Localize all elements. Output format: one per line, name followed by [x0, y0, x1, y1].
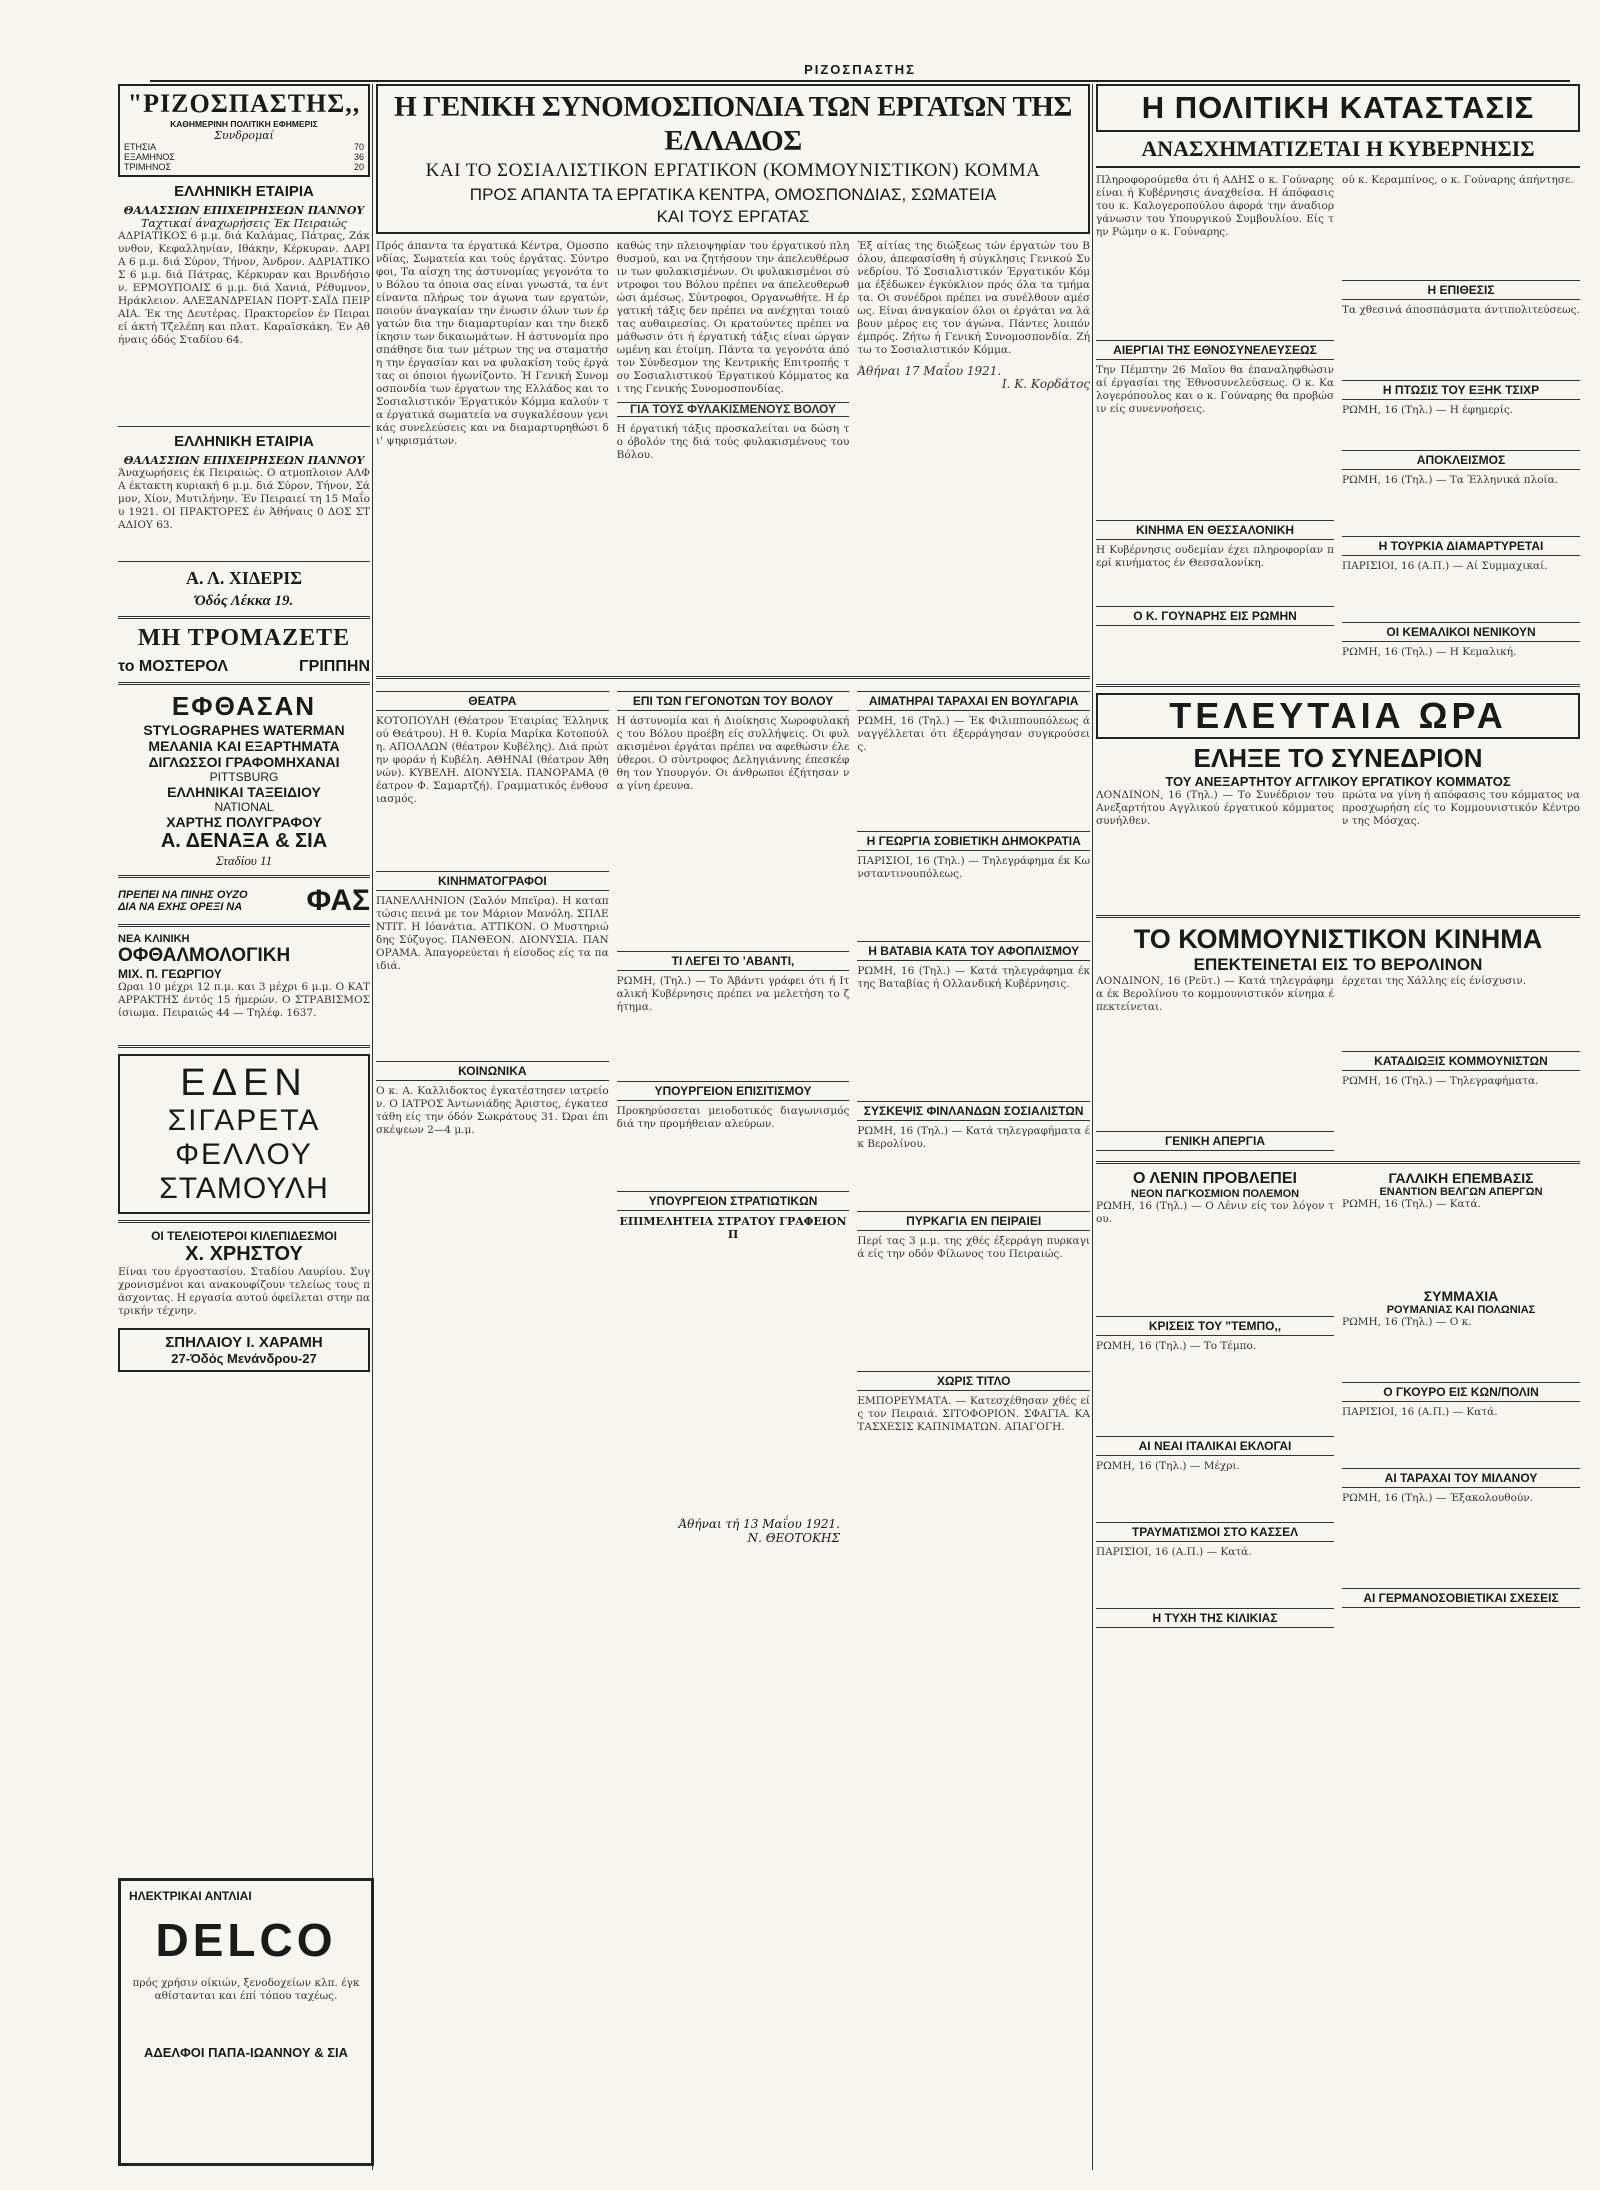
mi-tromazete-heading: ΜΗ ΤΡΟΜΑΖΕΤΕ: [137, 625, 351, 651]
headline-1: Η ΓΕΝΙΚΗ ΣΥΝΟΜΟΣΠΟΝΔΙΑ ΤΩΝ ΕΡΓΑΤΩΝ ΤΗΣ ΕΛΛΑΔΟΣ: [394, 91, 1072, 157]
signature-2: Ν. ΘΕΟΤΟΚΗΣ: [747, 1531, 840, 1545]
date-line: Άθήναι 17 Μαΐου 1921.: [857, 364, 1002, 378]
teleutaia-heading: ΤΕΛΕΥΤΑΙΑ ΩΡΑ: [1096, 693, 1580, 739]
efthasan-ad: [118, 691, 370, 869]
kom-kinima-heading: ΤΟ ΚΟΜΜΟΥΝΙΣΤΙΚΟΝ ΚΙΝΗΜΑ: [1133, 924, 1543, 954]
ypourgeio-stratiotikon-heading: ΥΠΟΥΡΓΕΙΟΝ ΣΤΡΑΤΙΩΤΙΚΩΝ: [617, 1191, 850, 1211]
tourkia-heading: Η ΤΟΥΡΚΙΑ ΔΙΑΜΑΡΤΥΡΕΤΑΙ: [1342, 536, 1580, 556]
symmachia-heading: ΣΥΜΜΑΧΙΑ: [1423, 1288, 1499, 1304]
pyrkagia-text: Περί τας 3 μ.μ. της χθές έξερράγη πυρκαγιά είς την οδόν Φίλωνος του Πειραιώς.: [857, 1235, 1090, 1260]
anex-heading: ΤΟΥ ΑΝΕΞΑΡΤΗΤΟΥ ΑΓΓΛΙΚΟΥ ΕΡΓΑΤΙΚΟΥ ΚΟΜΜΑΤΟΣ: [1165, 774, 1511, 789]
pyrkagia-heading: ΠΥΡΚΑΓΙΑ ΕΝ ΠΕΙΡΑΙΕΙ: [857, 1211, 1090, 1231]
epimeleteia-heading: ΕΠΙΜΕΛΗΤΕΙΑ ΣΤΡΑΤΟΥ ΓΡΑΦΕΙΟΝ Π: [619, 1215, 847, 1241]
etairia2-text: Άναχωρήσεις έκ Πειραιώς. Ο ατμοπλοιον ΑΛΦΑ έκτακτη κυριακή 6 μ.μ. διά Σύρον, Τήνον, Σάμον, Χίον, Μυτιλήνην. Έν Πειραιεί τη 15 Μαΐου 1921. ΟΙ ΠΡΑΚΤΟΡΕΣ έν Άθήναις 0 ΔΟΣ ΣΤΑΔΙΟΥ 63.: [118, 467, 370, 531]
kinimatografoi-text: ΠΑΝΕΛΛΗΝΙΟΝ (Σαλόν Μπεϊρα). Η καταπτώσις πεινά με τον Μάριον Μανόλη. ΣΠΛΕΝΤΙΤ. Η Ιόανάτια. ΑΤΤΙΚΟΝ. Ο Μυστηριώδης Σύζυγος. ΠΑΝΘΕΟΝ. ΔΙΟΝΥΣΙΑ. ΠΑΝΟΡΑΜΑ. Άπαγορεύεται ή είσοδος είς τα παιδιά.: [376, 895, 609, 972]
rate-row: ΕΤΗΣΙΑ 70: [124, 142, 364, 152]
eden-line1: ΕΔΕΝ: [180, 1062, 308, 1104]
politiki-headline: Η ΠΟΛΙΤΙΚΗ ΚΑΤΑΣΤΑΣΙΣ: [1096, 84, 1580, 132]
choris-titlo-text: ΕΜΠΟΡΕΥΜΑΤΑ. — Κατεσχέθησαν χθές είς τον Πειραιά. ΣΙΤΟΦΟΡΙΟΝ. ΣΦΑΓΙΑ. ΚΑΤΑΣΧΕΣΙΣ ΚΑΠΝΙΜΑΤΩΝ. ΑΠΑΓΟΓΗ.: [857, 1395, 1090, 1433]
fas-brand: ΦΑΣ: [306, 884, 370, 917]
column-rule: [1092, 84, 1093, 2170]
politiki-text-a: Πληροφορούμεθα ότι ή ΑΔΗΣ ο κ. Γούναρης είναι ή Κυβέρνησις άναχθείσα. Η άπόφασις του κ. Καλογεροπούλου άφορά την άναδιοργάνωσιν του Υπουργικού Συμβουλίου. Είς την Ρώμην ο κ. Γούναρης.: [1096, 174, 1334, 238]
taraxai-milano-text: ΡΩΜΗ, 16 (Τηλ.) — Έξακολουθούν.: [1342, 1492, 1534, 1504]
mosterol-ad: [118, 658, 370, 676]
denaxa-line: Α. ΔΕΝΑΞΑ & ΣΙΑ: [160, 830, 328, 852]
signature: Ι. Κ. Κορδάτος: [1001, 377, 1090, 391]
choris-titlo-heading: ΧΩΡΙΣ ΤΙΤΛΟ: [857, 1371, 1090, 1391]
date-line-2: Άθήναι τή 13 Μαΐου 1921.: [678, 1517, 840, 1531]
stadiou-line: Σταδίου 11: [215, 853, 273, 868]
epithesis-heading: Η ΕΠΙΘΕΣΙΣ: [1342, 280, 1580, 300]
eden-line4: ΣΤΑΜΟΥΛΗ: [159, 1172, 329, 1205]
ypourgeio-episitismou-heading: ΥΠΟΥΡΓΕΙΟΝ ΕΠΙΣΙΤΙΣΜΟΥ: [617, 1081, 850, 1101]
eden-line2: ΣΙΓΑΡΕΤΑ: [167, 1104, 321, 1137]
clinic-ad: [118, 933, 370, 1039]
berlin-text-b: έρχεται της Χάλλης είς ένίσχυσιν.: [1342, 975, 1527, 987]
national-line: NATIONAL: [214, 800, 274, 814]
kriseis-heading: ΚΡΙΣΕΙΣ ΤΟΥ "ΤΕΜΠΟ,,: [1096, 1316, 1334, 1336]
fas-line2: ΔΙΑ ΝΑ ΕΧΗΣ ΟΡΕΞΙ ΝΑ: [118, 901, 243, 913]
theatra-heading: ΘΕΑΤΡΑ: [376, 691, 609, 711]
koinonika-text: Ο κ. Α. Καλλιδοκτος έγκατέστησεν ιατρείον. Ο ΙΑΤΡΟΣ Άντωνιάδης Άριστος, έγκατεστάθη είς την όδόν Σωκράτους 31. Ώραι έπισκέψεων 2—4 μ.μ.: [376, 1085, 609, 1136]
headline-4: ΚΑΙ ΤΟΥΣ ΕΡΓΑΤΑΣ: [656, 207, 810, 226]
lenin-text: ΡΩΜΗ, 16 (Τηλ.) — Ο Λένιν είς τον λόγον του.: [1096, 1200, 1334, 1225]
syskepsi-text: ΡΩΜΗ, 16 (Τηλ.) — Κατά τηλεγραφήματα έκ Βερολίνου.: [857, 1125, 1090, 1150]
etairia-sub: ΘΑΛΑΣΣΙΩΝ ΕΠΙΧΕΙΡΗΣΕΩΝ ΠΑΝΝΟΥ: [123, 204, 365, 217]
clinic-title: ΝΕΑ ΚΛΙΝΙΚΗ: [118, 933, 190, 945]
ypourgeio-episitismou-text: Προκηρύσσεται μειοδοτικός διαγωνισμός διά την προμήθειαν αλεύρων.: [616, 1105, 850, 1130]
geniki-apergia-heading: ΓΕΝΙΚΗ ΑΠΕΡΓΙΑ: [1096, 1131, 1334, 1151]
berlin-text: ΛΟΝΔΙΝΟΝ, 16 (Ρεϋτ.) — Κατά τηλεγράφημα έκ Βερολίνου το κομμουνιστικόν κίνημα έπεκτείνεται.: [1096, 975, 1334, 1013]
christou-heading: Χ. ΧΡΗΣΤΟΥ: [185, 1243, 303, 1265]
travmatismoi-text: ΠΑΡΙΣΙΟΙ, 16 (Α.Π.) — Κατά.: [1096, 1546, 1252, 1558]
londino-text-b: πρώτα να γίνη ή απόφασις του κόμματος να προσχωρήση είς το Κομμουνιστικόν Κέντρον της Μόσχας.: [1342, 789, 1580, 827]
aimatiraitaraxai-text: ΡΩΜΗ, 16 (Τηλ.) — Έκ Φιλιππουπόλεως άναγγέλλεται ότι έξερράγησαν συγκρούσεις.: [857, 715, 1090, 753]
left-column: [118, 84, 370, 2170]
syskepsi-heading: ΣΥΣΚΕΨΙΣ ΦΙΝΛΑΝΔΩΝ ΣΟΣΙΑΛΙΣΤΩΝ: [857, 1101, 1090, 1121]
clinic-text: Ωραι 10 μέχρι 12 π.μ. και 3 μέχρι 6 μ.μ. Ο ΚΑΤΑΡΡΑΚΤΗΣ έντός 15 ήμερών. Ο ΣΤΡΑΒΙΣΜΟΣ ίσιωμα. Πειραιώς 44 — Τηλέφ. 1637.: [118, 981, 370, 1019]
delco-company: ΑΔΕΛΦΟΙ ΠΑΠΑ-ΙΩΑΝΝΟΥ & ΣΙΑ: [144, 2045, 348, 2060]
epekteinetai-heading: ΕΠΕΚΤΕΙΝΕΤΑΙ ΕΙΣ ΤΟ ΒΕΡΟΛΙΝΟΝ: [1193, 955, 1483, 974]
vatavia-heading: Η ΒΑΤΑΒΙΑ ΚΑΤΑ ΤΟΥ ΑΦΟΠΛΙΣΜΟΥ: [857, 941, 1090, 961]
nees-italikai-text: ΡΩΜΗ, 16 (Τηλ.) — Μέχρι.: [1096, 1460, 1240, 1472]
mosterol-right: ΓΡΙΠΠΗΝ: [299, 658, 370, 675]
travmatismoi-heading: ΤΡΑΥΜΑΤΙΣΜΟΙ ΣΤΟ ΚΑΣΣΕΛ: [1096, 1522, 1334, 1542]
thea-line-heading: ΤΙ ΛΕΓΕΙ ΤΟ 'ΑΒΑΝΤΙ,: [617, 951, 850, 971]
polygrafou-line: ΧΑΡΤΗΣ ΠΟΛΥΓΡΑΦΟΥ: [166, 814, 322, 830]
georgia-text: ΠΑΡΙΣΙΟΙ, 16 (Τηλ.) — Τηλεγράφημα έκ Κωνσταντινουπόλεως.: [857, 855, 1090, 880]
kinima-thess-heading: ΚΙΝΗΜΑ ΕΝ ΘΕΣΣΑΛΟΝΙΚΗ: [1096, 520, 1334, 540]
shop-name: Α. Λ. ΧΙΔΕΡΙΣ: [186, 568, 302, 588]
epithesis-text: Τα χθεσινά άποσπάσματα άντιπολιτεύσεως.: [1342, 304, 1580, 316]
spilaiou-ad: [118, 1328, 370, 1372]
etairia-heading: ΕΛΛΗΝΙΚΗ ΕΤΑΙΡΙΑ: [174, 183, 314, 200]
running-head: ΡΙΖΟΣΠΑΣΤΗΣ: [150, 62, 1570, 82]
etairia-text: ΑΔΡΙΑΤΙΚΟΣ 6 μ.μ. διά Καλάμας, Πάτρας, Ζάκυνθον, Κεφαλληνίαν, Ιθάκην, Κέρκυραν. ΔΑΡΙΑ 6 μ.μ. διά Σύρον, Τήνον, Άνδρον. ΑΔΡΙΑΤΙΚΟΣ 6 μ.μ. διά Πάτρας, Κέρκυραν και Βρινδήσιον. ΕΡΜΟΥΠΟΛΙΣ 6 μ.μ. διά Χανιά, Ρέθυμνον, Ηράκλειον. ΑΛΕΞΑΝΔΡΕΙΑΝ ΠΟΡΤ-ΣΑΪΔ ΠΕΙΡΑΙΑ. Έκ της Δευτέρας. Πρακτορείον έν Πειραιεί άκτή Τζελέπη και πλατ. Καραϊσκάκη. Έν Αθήναις όδός Σταδίου 64.: [118, 230, 370, 346]
waterman-line: STYLOGRAPHES WATERMAN: [143, 722, 345, 738]
rate-row: ΕΞΑΜΗΝΟΣ 36: [124, 152, 364, 162]
symmachia-subheading: ΡΟΥΜΑΝΙΑΣ ΚΑΙ ΠΟΛΩΝΙΑΣ: [1386, 1304, 1536, 1316]
lenin-subheading: ΝΕΟΝ ΠΑΓΚΟΣΜΙΟΝ ΠΟΛΕΜΟΝ: [1130, 1188, 1300, 1200]
elixe-heading: ΕΛΗΞΕ ΤΟ ΣΥΝΕΔΡΙΟΝ: [1193, 743, 1483, 773]
shop-address: Όδός Λέκκα 19.: [194, 593, 294, 609]
gegonota-volou-text: Η άστυνομία και ή Διοίκησις Χωροφυλακής του Βόλου προέβη είς συλλήψεις. Οι φυλακισμένοι έργάται πρέπει να αφεθώσιν έλεύθεροι. Ο σύντροφος Δεληγιάννης έπεσκέφθη τον Υπουργόν. Οι άνθρωποι έζήτησαν να γίνη έρευνα.: [616, 715, 850, 792]
masthead-subtitle: ΚΑΘΗΜΕΡΙΝΗ ΠΟΛΙΤΙΚΗ ΕΦΗΜΕΡΙΣ: [170, 119, 318, 129]
taxidiou-line: ΕΛΛΗΝΙΚΑΙ ΤΑΞΕΙΔΙΟΥ: [167, 784, 321, 800]
etairia-schedule: Ταχτικαί άναχωρήσεις Έκ Πειραιώς: [141, 217, 347, 230]
melania-line: ΜΕΛΑΝΙΑ ΚΑΙ ΕΞΑΡΤΗΜΑΤΑ: [148, 738, 340, 754]
clinic-name: ΟΦΘΑΛΜΟΛΟΓΙΚΗ: [118, 945, 291, 966]
gegonota-volou-heading: ΕΠΙ ΤΩΝ ΓΕΓΟΝΟΤΩΝ ΤΟΥ ΒΟΛΟΥ: [617, 691, 850, 711]
apokleismos-text: ΡΩΜΗ, 16 (Τηλ.) — Τα Έλληνικά πλοία.: [1342, 474, 1559, 486]
eden-line3: ΦΕΛΛΟΥ: [175, 1138, 313, 1171]
gkouro-text: ΠΑΡΙΣΙΟΙ, 16 (Α.Π.) — Κατά.: [1342, 1406, 1498, 1418]
delco-left: ΗΛΕΚΤΡΙΚΑΙ ΑΝΤΛΙΑΙ: [129, 1889, 252, 1903]
taraxai-milano-heading: ΑΙ ΤΑΡΑΧΑΙ ΤΟΥ ΜΙΛΑΝΟΥ: [1342, 1468, 1580, 1488]
georgia-heading: Η ΓΕΩΡΓΙΑ ΣΟΒΙΕΤΙΚΗ ΔΗΜΟΚΡΑΤΙΑ: [857, 831, 1090, 851]
masthead-title: "ΡΙΖΟΣΠΑΣΤΗΣ,,: [127, 89, 361, 118]
politiki-subheadline: ΑΝΑΣΧΗΜΑΤΙΖΕΤΑΙ Η ΚΥΒΕΡΝΗΣΙΣ: [1096, 132, 1580, 168]
manifesto-col-a: Πρός άπαντα τα έργατικά Κέντρα, Ομοσπονδίας, Σωματεία και τούς έργάτας. Σύντροφοι, Τα αίσχη της άστυνομίας γεγονότα του Βόλου τα όποια σας είναι γνωστά, τα έντείναντα πλήρως τον άγωνα των εργατών, ποιούν άναγκαίαν την ένωσιν όλων των έργατών δια την διαμαρτυρίαν και την διεκδίκησιν των δικαιωμάτων. Η άστυνομία προσπάθησε δια των μέτρων της να σταματήση την έργασίαν και να φυλακίση τούς έργάτας οι όποιοι ήγωνίζοντο. Ή Γενική Συνομοσπονδία των έργατων της Ελλάδος και το Σοσιαλιστικόν Έργατικόν Κόμμα καλούν τα έργατικά σωματεία να συγκαλέσουν γενικάς συνελεύσεις και να διαμαρτυρηθώσι δι' ψηφισμάτων.: [376, 240, 609, 447]
kinima-thess-text: Η Κυβέρνησις ουδεμίαν έχει πληροφορίαν περί κινήματος έν Θεσσαλονίκη.: [1096, 544, 1334, 569]
kinimatografoi-heading: ΚΙΝΗΜΑΤΟΓΡΑΦΟΙ: [376, 871, 609, 891]
manifesto-col-b: καθώς την πλειοψηφίαν του έργατικού πληθυσμού, και να ζητήσουν την άπελευθέρωσιν των φυλακισμένων. Οι φυλακισμένοι σύντροφοι του Βόλου πρέπει να άπελευθερωθώσι άμέσως. Σύντροφοι, Οργανωθήτε. Η έργατική τάξις δεν πρέπει να ανέχηται τοιαύτας αυθαιρεσίας. Οι κρατούντες πρέπει να μάθωσιν ότι ή έργατική τάξις είναι ώργανωμένη και έτοίμη. Πάντα τα γεγονότα άπό τον Σύνδεσμον της Κεντρικής Επιτροπής του Σοσιαλιστικού Έργατικού Κόμματος και της Γενικής Συνομοσπονδίας. ΓΙΑ ΤΟΥΣ ΦΥΛΑΚΙΣΜΕΝΟΥΣ ΒΟΛΟΥ Η έργατική τάξις προσκαλείται να δώση το όβολόν της διά τούς φυλακισμένους του Βόλου.: [616, 240, 850, 461]
theatra-text: ΚΟΤΟΠΟΥΛΗ (Θέατρον Έταιρίας Έλληνικού Θεάτρου). Η θ. Κυρία Μαρίκα Κοτοπούλη. ΑΠΟΛΛΩΝ (θέατρον Κυβέλης). Διά πρώτην φοράν ή Κυβέλη. ΑΘΗΝΑΙ (θέατρον Άθηνών). ΚΥΒΕΛΗ. ΔΙΟΝΥΣΙΑ. ΠΑΝΟΡΑΜΑ (θέατρον Φ. Σαμαρτζή). Γραμματικός ένθουσιασμός.: [376, 715, 609, 805]
subscription-label: Συνδρομαί: [214, 129, 274, 142]
germanosoviet-heading: ΑΙ ΓΕΡΜΑΝΟΣΟΒΙΕΤΙΚΑΙ ΣΧΕΣΕΙΣ: [1342, 1588, 1580, 1608]
londino-text-a: ΛΟΝΔΙΝΟΝ, 16 (Τηλ.) — Το Συνέδριον του Ανεξαρτήτου Αγγλικού έργατικού κόμματος συνήλθεν.: [1096, 789, 1334, 827]
gkouro-heading: Ο ΓΚΟΥΡΟ ΕΙΣ ΚΩΝ/ΠΟΛΙΝ: [1342, 1382, 1580, 1402]
politiki-text-b: ού κ. Κεραμπίνος, ο κ. Γούναρης άπήντησε.: [1342, 174, 1574, 186]
kemalikoi-heading: ΟΙ ΚΕΜΑΛΙΚΟΙ ΝΕΝΙΚΟΥΝ: [1342, 622, 1580, 642]
fylakismenoi-heading: ΓΙΑ ΤΟΥΣ ΦΥΛΑΚΙΣΜΕΝΟΥΣ ΒΟΛΟΥ: [617, 402, 850, 417]
katadiokseis-text: ΡΩΜΗ, 16 (Τηλ.) — Τηλεγραφήματα.: [1342, 1075, 1539, 1087]
manifesto-col-c: Έξ αίτίας της διώξεως τών έργατών του Βόλου, άπεφασίσθη ή σύγκλησις Γενικού Συνεδρίου. Τό Σοσιαλιστικόν Έργατικόν Κόμμα έξέδωκεν έγκύκλιον πρός όλα τα τμήματα. Οι συνέδροι πρέπει να συνέλθουν αμέσως. Είναι άναγκαίον όλοι οι έργάται να λάβουν μέρος εις τον άγώνα. Πάντες λοιπόν έμπρός. Ζήτω ή Γενική Συνομοσπονδία. Ζήτω το Σοσιαλιστικόν Κόμμα. Άθήναι 17 Μαΐου 1921. Ι. Κ. Κορδάτος: [857, 240, 1090, 391]
galliki-heading: ΓΑΛΛΙΚΗ ΕΠΕΜΒΑΣΙΣ: [1388, 1170, 1534, 1186]
delco-ad: [118, 1878, 374, 2166]
main-headline-block: [376, 84, 1090, 234]
ptosi-heading: Η ΠΤΩΣΙΣ ΤΟΥ ΕΞΗΚ ΤΣΙΧΡ: [1342, 380, 1580, 400]
galliki-subheading: ΕΝΑΝΤΙΟΝ ΒΕΛΓΩΝ ΑΠΕΡΓΩΝ: [1379, 1186, 1543, 1198]
aierg-heading: ΑΙΕΡΓΙΑΙ ΤΗΣ ΕΘΝΟΣΥΝΕΛΕΥΣΕΩΣ: [1096, 340, 1334, 360]
kilepidesmoi-heading: ΟΙ ΤΕΛΕΙΟΤΕΡΟΙ ΚΙΛΕΠΙΔΕΣΜΟΙ: [151, 1229, 337, 1243]
spilaiou-name: ΣΠΗΛΑΙΟΥ Ι. ΧΑΡΑΜΗ: [165, 1334, 323, 1351]
gounaris-heading: Ο Κ. ΓΟΥΝΑΡΗΣ ΕΙΣ ΡΩΜΗΝ: [1096, 606, 1334, 626]
right-column: [1096, 84, 1580, 2170]
eden-ad: [118, 1054, 370, 1214]
lenin-heading: Ο ΛΕΝΙΝ ΠΡΟΒΛΕΠΕΙ: [1133, 1170, 1297, 1187]
symmachia-text: ΡΩΜΗ, 16 (Τηλ.) — Ο κ.: [1342, 1316, 1472, 1328]
kilikia-heading: Η ΤΥΧΗ ΤΗΣ ΚΙΛΙΚΙΑΣ: [1096, 1608, 1334, 1628]
etairia2-heading: ΕΛΛΗΝΙΚΗ ΕΤΑΙΡΙΑ: [174, 433, 314, 450]
digossoi-line: ΔΙΓΛΩΣΣΟΙ ΓΡΑΦΟΜΗΧΑΝΑΙ: [148, 754, 340, 770]
tourkia-text: ΠΑΡΙΣΙΟΙ, 16 (Α.Π.) — Αί Συμμαχικαί.: [1342, 560, 1548, 572]
headline-2: ΚΑΙ ΤΟ ΣΟΣΙΑΛΙΣΤΙΚΟΝ ΕΡΓΑΤΙΚΟΝ (ΚΟΜΜΟΥΝΙΣΤΙΚΟΝ) ΚΟΜΜΑ: [425, 160, 1041, 181]
apokleismos-heading: ΑΠΟΚΛΕΙΣΜΟΣ: [1342, 450, 1580, 470]
vatavia-text: ΡΩΜΗ, 16 (Τηλ.) — Κατά τηλεγράφημα έκ της Βαταβίας ή Ολλανδική Κυβέρνησις.: [857, 965, 1090, 990]
fas-ad: [118, 884, 370, 918]
efthasan-heading: ΕΦΘΑΣΑΝ: [171, 691, 317, 721]
ptosi-text: ΡΩΜΗ, 16 (Τηλ.) — Η έφημερίς.: [1342, 404, 1514, 416]
christou-text: Είναι του έργοστασίου. Σταδίου Λαυρίου. Συγχρονισμένοι και ανακουφίζουν τελείως τους πάσχοντας. Η εργασία αυτού όφείλεται στην πατρικήν τέχνην.: [118, 1266, 370, 1317]
nees-italikai-heading: ΑΙ ΝΕΑΙ ΙΤΑΛΙΚΑΙ ΕΚΛΟΓΑΙ: [1096, 1436, 1334, 1456]
kriseis-text: ΡΩΜΗ, 16 (Τηλ.) — Το Τέμπο.: [1096, 1340, 1257, 1352]
katadiokseis-heading: ΚΑΤΑΔΙΩΞΙΣ ΚΟΜΜΟΥΝΙΣΤΩΝ: [1342, 1051, 1580, 1071]
aierg-text: Την Πέμπτην 26 Μαΐου θα έπαναληφθώσιν αί έργασίαι της Έθνοσυνελεύσεως. Ο κ. Καλογερόπουλος και ο κ. Γούναρης θα προβώσιν είς συνεννοήσεις.: [1096, 364, 1334, 415]
aimatiraitaraxai-heading: ΑΙΜΑΤΗΡΑΙ ΤΑΡΑΧΑΙ ΕΝ ΒΟΥΛΓΑΡΙΑ: [857, 691, 1090, 711]
kemalikoi-text: ΡΩΜΗ, 16 (Τηλ.) — Η Κεμαλική.: [1342, 646, 1517, 658]
koinonika-heading: ΚΟΙΝΩΝΙΚΑ: [376, 1061, 609, 1081]
headline-3: ΠΡΟΣ ΑΠΑΝΤΑ ΤΑ ΕΡΓΑΤΙΚΑ ΚΕΝΤΡΑ, ΟΜΟΣΠΟΝΔΙΑΣ, ΣΩΜΑΤΕΙΑ: [469, 185, 997, 204]
pittsburg-line: PITTSBURG: [209, 770, 279, 784]
galliki-text: ΡΩΜΗ, 16 (Τηλ.) — Κατά.: [1342, 1198, 1481, 1210]
delco-text: πρός χρήσιν οίκιών, ξενοδοχείων κλπ. έγκαθίστανται και έπί τόπου ταχέως.: [132, 1977, 360, 2002]
spilaiou-address: 27-Όδός Μενάνδρου-27: [171, 1351, 317, 1366]
clinic-doctor: ΜΙΧ. Π. ΓΕΩΡΓΙΟΥ: [118, 967, 222, 981]
column-rule: [372, 84, 373, 2170]
etairia2-sub: ΘΑΛΑΣΣΙΩΝ ΕΠΙΧΕΙΡΗΣΕΩΝ ΠΑΝΝΟΥ: [123, 454, 365, 467]
center-column: [376, 84, 1090, 2170]
masthead: [118, 84, 370, 177]
thea-line-text: ΡΩΜΗ, (Τηλ.) — Το Άβάντι γράφει ότι ή Ιταλική Κυβέρνησις πρέπει να μελετήση το ζήτημα.: [616, 975, 850, 1013]
delco-brand: DELCO: [155, 1914, 337, 1966]
rate-row: ΤΡΙΜΗΝΟΣ 20: [124, 162, 364, 172]
fas-line1: ΠΡΕΠΕΙ ΝΑ ΠΙΝΗΣ ΟΥΖΟ: [118, 889, 248, 901]
mosterol-left: το ΜΟΣΤΕΡΟΛ: [118, 658, 229, 675]
